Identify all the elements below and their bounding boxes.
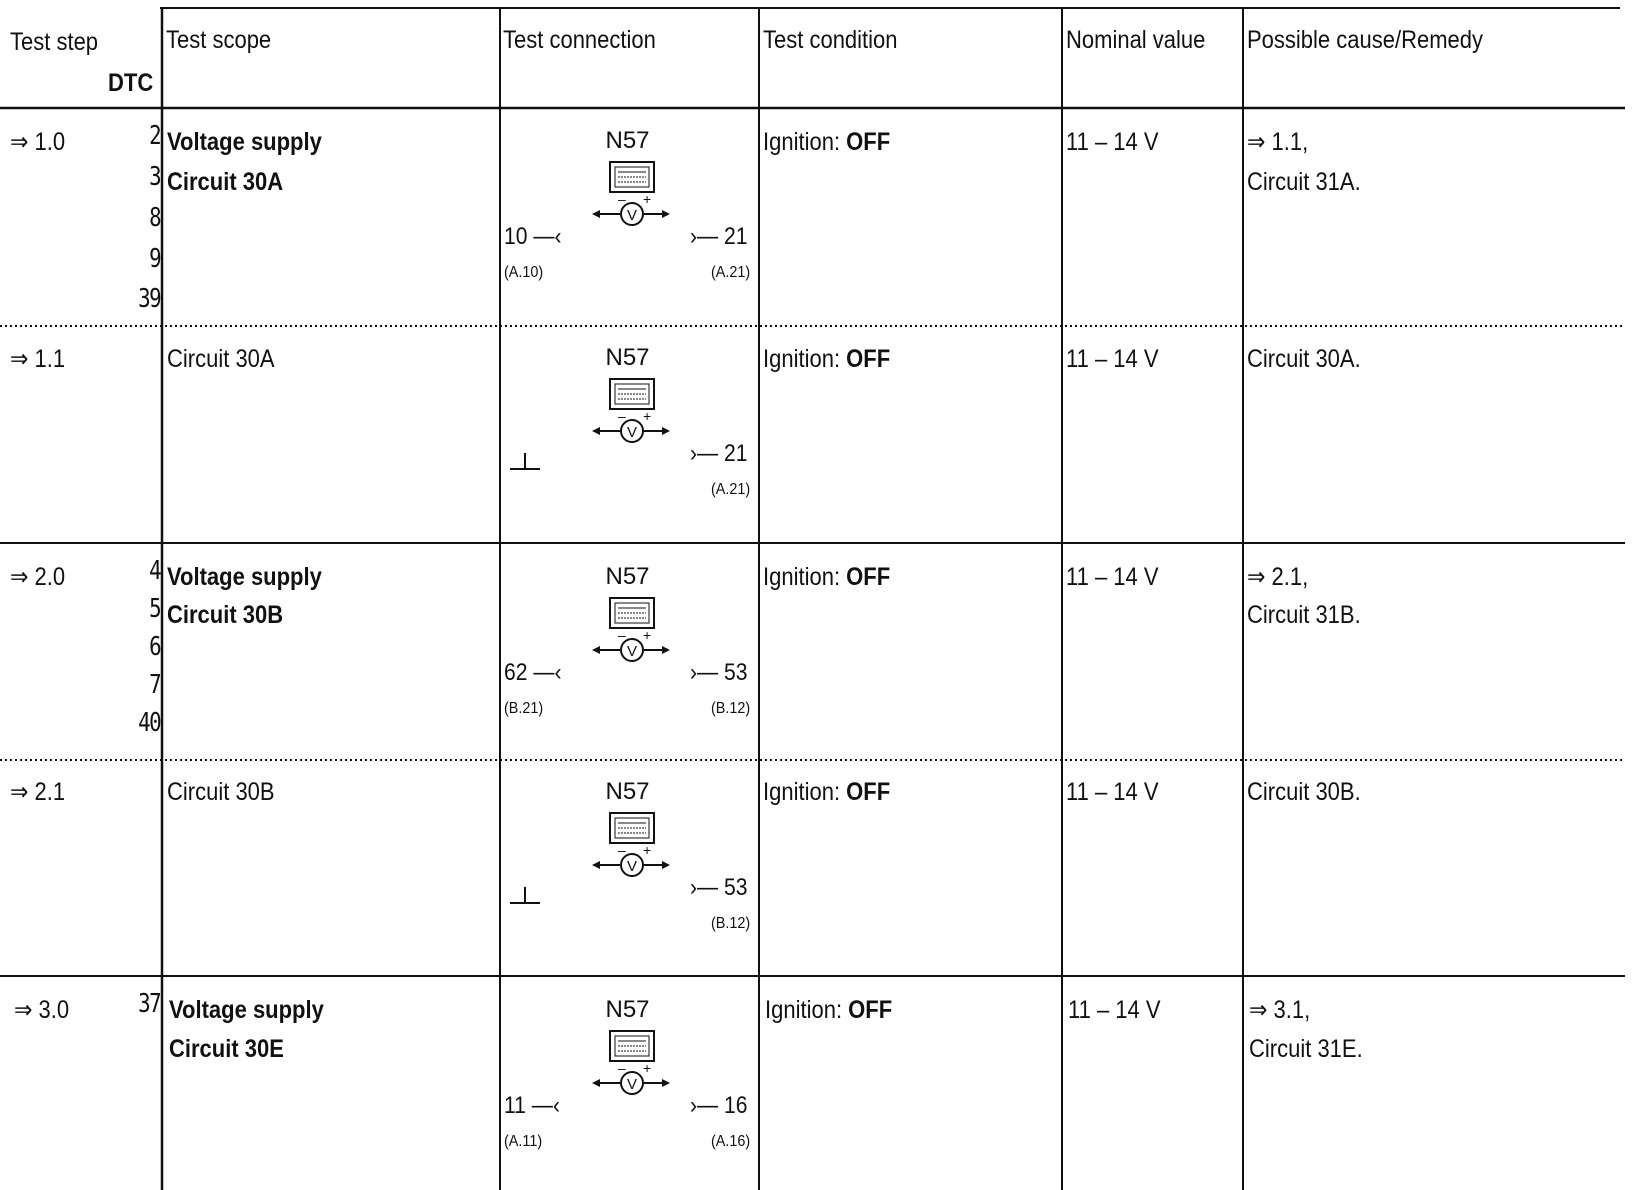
row-2-right-terminal: ›— 21 bbox=[689, 440, 748, 467]
svg-text:+: + bbox=[643, 191, 652, 207]
row-1-remedy-line-2: Circuit 31A. bbox=[1247, 168, 1361, 196]
row-3-remedy-line-1: ⇒ 2.1, bbox=[1247, 563, 1309, 591]
header-test-step: Test step bbox=[10, 28, 99, 56]
row-2-test-connection bbox=[500, 343, 755, 498]
row-3-test-connection bbox=[500, 562, 755, 717]
svg-text:–: – bbox=[618, 1060, 626, 1076]
row-3-left-terminal: 62 —‹ bbox=[504, 659, 562, 686]
row-3-dtc-2: 5 bbox=[149, 594, 160, 624]
row-4-test-connection bbox=[500, 777, 755, 932]
svg-text:–: – bbox=[618, 191, 626, 207]
row-4-right-pin: (B.12) bbox=[711, 915, 751, 932]
row-5-remedy-line-1: ⇒ 3.1, bbox=[1249, 996, 1311, 1024]
row-2-scope-line-1: Circuit 30A bbox=[167, 345, 275, 373]
row-5-test-connection bbox=[500, 995, 755, 1150]
row-5-right-pin: (A.16) bbox=[711, 1133, 751, 1150]
svg-text:V: V bbox=[626, 643, 638, 660]
header-dtc: DTC bbox=[108, 69, 154, 97]
svg-text:+: + bbox=[643, 842, 652, 858]
row-3-device-name: N57 bbox=[605, 563, 650, 590]
row-4-nominal: 11 – 14 V bbox=[1066, 778, 1159, 806]
header-possible-cause: Possible cause/Remedy bbox=[1247, 26, 1484, 54]
svg-text:+: + bbox=[643, 1060, 652, 1076]
row-1-dtc-3: 8 bbox=[149, 203, 160, 233]
row-3-nominal: 11 – 14 V bbox=[1066, 563, 1159, 591]
row-1-step: ⇒ 1.0 bbox=[10, 128, 66, 156]
row-1-right-pin: (A.21) bbox=[711, 264, 751, 281]
row-3-remedy-line-2: Circuit 31B. bbox=[1247, 601, 1361, 629]
row-2-nominal: 11 – 14 V bbox=[1066, 345, 1159, 373]
row-3-scope-line-2: Circuit 30B bbox=[167, 601, 284, 629]
row-5-left-terminal: 11 —‹ bbox=[504, 1092, 560, 1119]
row-1-nominal: 11 – 14 V bbox=[1066, 128, 1159, 156]
voltmeter-icon bbox=[590, 562, 670, 672]
row-3-condition: Ignition: OFF bbox=[763, 563, 891, 591]
header-test-scope: Test scope bbox=[166, 26, 272, 54]
row-1-scope-line-2: Circuit 30A bbox=[167, 168, 284, 196]
row-3-left-pin: (B.21) bbox=[504, 700, 544, 717]
row-3-dtc-5: 40 bbox=[138, 708, 160, 738]
svg-text:+: + bbox=[643, 627, 652, 643]
row-5-device-name: N57 bbox=[605, 996, 650, 1023]
row-5-right-terminal: ›— 16 bbox=[689, 1092, 748, 1119]
row-1-right-terminal: ›— 21 bbox=[689, 223, 748, 250]
row-1-scope-line-1: Voltage supply bbox=[167, 128, 322, 156]
row-3-right-pin: (B.12) bbox=[711, 700, 751, 717]
row-2-remedy-line-1: Circuit 30A. bbox=[1247, 345, 1361, 373]
row-3-scope-line-1: Voltage supply bbox=[167, 563, 322, 591]
svg-text:–: – bbox=[618, 408, 626, 424]
voltmeter-icon bbox=[590, 343, 670, 453]
row-3-dtc-3: 6 bbox=[149, 632, 160, 662]
row-1-test-connection bbox=[500, 126, 755, 281]
row-3-dtc-1: 4 bbox=[149, 556, 160, 586]
row-5-dtc-1: 37 bbox=[138, 989, 160, 1019]
row-2-right-pin: (A.21) bbox=[711, 481, 751, 498]
row-2-step: ⇒ 1.1 bbox=[10, 345, 66, 373]
row-1-device-name: N57 bbox=[605, 127, 650, 154]
row-2-condition: Ignition: OFF bbox=[763, 345, 891, 373]
row-4-right-terminal: ›— 53 bbox=[689, 874, 748, 901]
row-5-scope-line-2: Circuit 30E bbox=[169, 1035, 284, 1063]
svg-text:V: V bbox=[626, 858, 638, 875]
row-4-device-name: N57 bbox=[605, 778, 650, 805]
svg-text:–: – bbox=[618, 627, 626, 643]
header-nominal-value: Nominal value bbox=[1066, 26, 1206, 54]
voltmeter-icon bbox=[590, 995, 670, 1105]
row-1-dtc-4: 9 bbox=[149, 244, 160, 274]
row-1-remedy-line-1: ⇒ 1.1, bbox=[1247, 128, 1309, 156]
voltmeter-icon bbox=[590, 777, 670, 887]
row-1-left-pin: (A.10) bbox=[504, 264, 544, 281]
row-1-left-terminal: 10 —‹ bbox=[504, 223, 562, 250]
row-4-condition: Ignition: OFF bbox=[763, 778, 891, 806]
row-4-remedy-line-1: Circuit 30B. bbox=[1247, 778, 1361, 806]
header-test-connection: Test connection bbox=[503, 26, 656, 54]
row-1-dtc-5: 39 bbox=[138, 284, 160, 314]
row-5-scope-line-1: Voltage supply bbox=[169, 996, 324, 1024]
row-5-nominal: 11 – 14 V bbox=[1068, 996, 1161, 1024]
header-test-condition: Test condition bbox=[763, 26, 898, 54]
voltmeter-icon bbox=[590, 126, 670, 236]
ground-icon bbox=[508, 885, 542, 907]
row-4-step: ⇒ 2.1 bbox=[10, 778, 66, 806]
svg-text:V: V bbox=[626, 207, 638, 224]
row-3-dtc-4: 7 bbox=[149, 670, 160, 700]
row-5-step: ⇒ 3.0 bbox=[14, 996, 70, 1024]
row-5-condition: Ignition: OFF bbox=[765, 996, 893, 1024]
row-1-condition: Ignition: OFF bbox=[763, 128, 891, 156]
ground-icon bbox=[508, 451, 542, 473]
row-2-device-name: N57 bbox=[605, 344, 650, 371]
row-1-dtc-1: 2 bbox=[149, 121, 160, 151]
svg-text:+: + bbox=[643, 408, 652, 424]
row-4-scope-line-1: Circuit 30B bbox=[167, 778, 275, 806]
svg-text:V: V bbox=[626, 1076, 638, 1093]
row-3-step: ⇒ 2.0 bbox=[10, 563, 66, 591]
row-1-dtc-2: 3 bbox=[149, 162, 160, 192]
svg-text:V: V bbox=[626, 424, 638, 441]
svg-text:–: – bbox=[618, 842, 626, 858]
row-5-remedy-line-2: Circuit 31E. bbox=[1249, 1035, 1363, 1063]
row-3-right-terminal: ›— 53 bbox=[689, 659, 748, 686]
row-5-left-pin: (A.11) bbox=[504, 1133, 543, 1150]
